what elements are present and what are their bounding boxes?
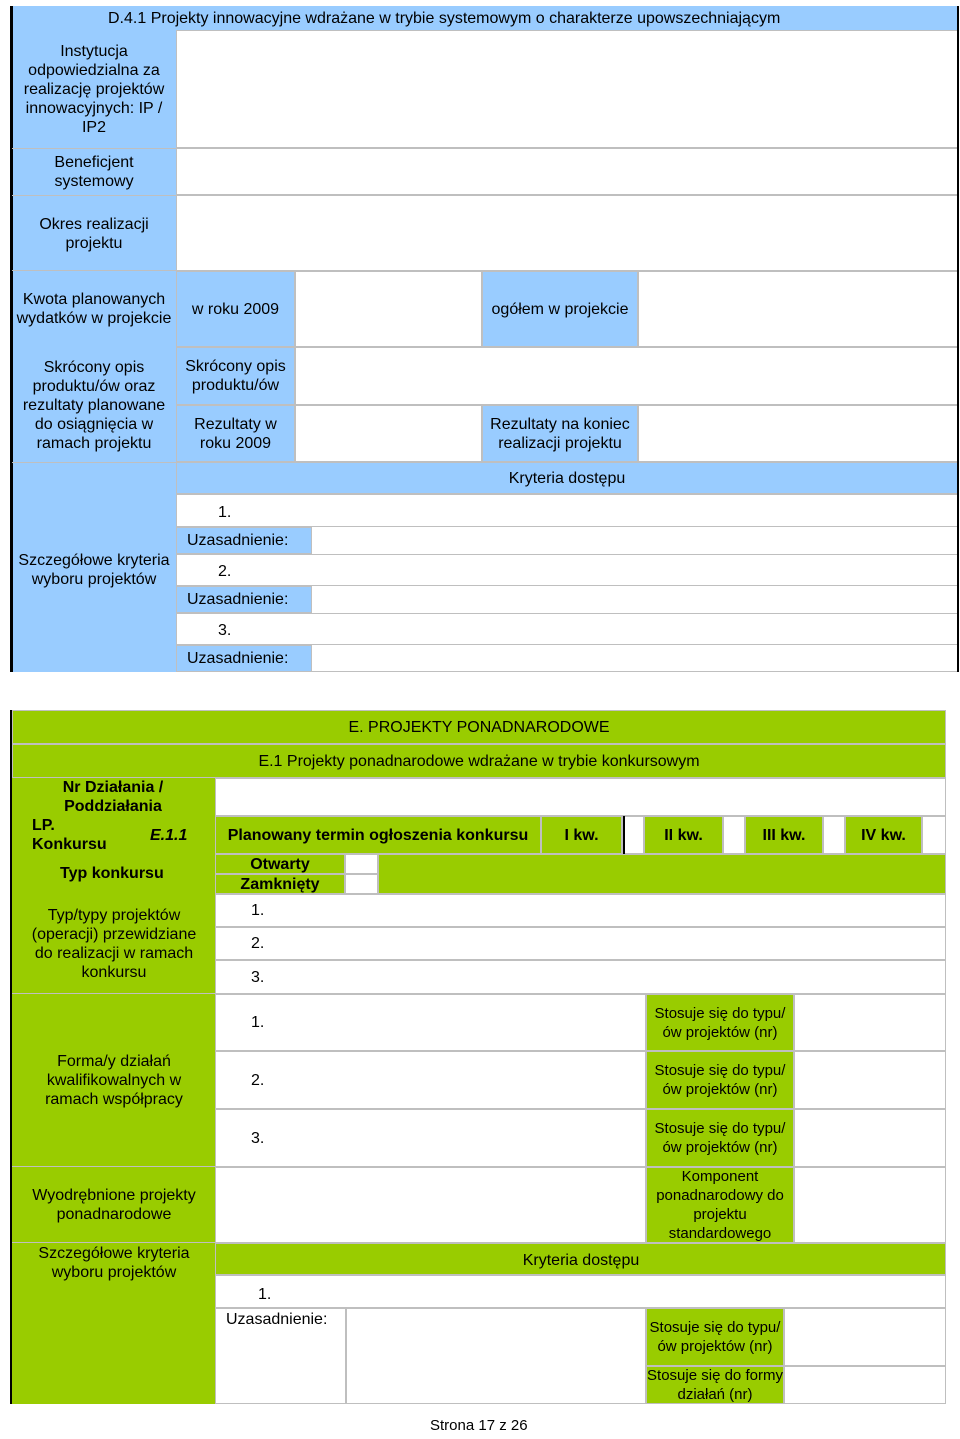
short-desc-value[interactable] <box>295 347 958 405</box>
lp-label: LP. Konkursu <box>32 817 107 853</box>
form-2[interactable]: 2. <box>215 1051 646 1109</box>
criteria-1-num: 1. <box>218 504 232 521</box>
lp-value: E.1.1 <box>150 827 188 844</box>
quarter-2-check[interactable] <box>723 816 745 854</box>
e-detailed-criteria-label: Szczegółowe kryteria wyboru projektów <box>38 1245 190 1281</box>
quarter-1: I kw. <box>541 816 622 854</box>
type-closed-check[interactable] <box>345 874 378 894</box>
form-3-applies-value[interactable] <box>794 1109 946 1167</box>
section-d-title: D.4.1 Projekty innowacyjne wdrażane w trybie systemowym o charakterze upowszechniającym <box>108 10 781 27</box>
amount-total-value[interactable] <box>638 271 958 347</box>
forms-label: Forma/y działań kwalifikowalnych w ramach współpracy <box>45 1052 183 1108</box>
amount-year-value[interactable] <box>295 271 482 347</box>
component-label: Komponent ponadnarodowy do projektu standardowego <box>646 1167 794 1243</box>
criteria-2-num: 2. <box>218 563 232 580</box>
e-applies-forms-value[interactable] <box>784 1366 946 1404</box>
beneficiary-value[interactable] <box>176 148 958 195</box>
form-3[interactable]: 3. <box>215 1109 646 1167</box>
page-number: Strona 17 z 26 <box>430 1417 528 1434</box>
e-criteria-reason: Uzasadnienie: <box>215 1308 346 1404</box>
action-value[interactable] <box>215 778 946 816</box>
form-1[interactable]: 1. <box>215 994 646 1051</box>
criteria-3-num: 3. <box>218 622 232 639</box>
planned-label: Planowany termin ogłoszenia konkursu <box>215 816 541 854</box>
form-3-applies-label: Stosuje się do typu/ów projektów (nr) <box>646 1109 794 1167</box>
type-open: Otwarty <box>215 854 345 874</box>
quarter-1-check[interactable] <box>622 816 644 854</box>
results-end-label: Rezultaty na koniec realizacji projektu <box>482 405 638 462</box>
quarter-4: IV kw. <box>845 816 922 854</box>
project-types-label: Typ/typy projektów (operacji) przewidziane do realizacji w ramach konkursu <box>31 907 197 981</box>
results-year-label: Rezultaty w roku 2009 <box>176 405 295 462</box>
amount-total-label: ogółem w projekcie <box>482 271 638 347</box>
criteria-2-reason: Uzasadnienie: <box>176 586 312 613</box>
e-criteria-access-label: Kryteria dostępu <box>522 1251 640 1269</box>
criteria-1-reason: Uzasadnienie: <box>176 527 312 554</box>
form-2-applies-label: Stosuje się do typu/ów projektów (nr) <box>646 1051 794 1109</box>
project-type-1[interactable]: 1. <box>215 894 946 927</box>
amount-year-label: w roku 2009 <box>176 271 295 347</box>
project-type-3[interactable]: 3. <box>215 960 946 994</box>
section-e-title: E. PROJEKTY PONADNARODOWE <box>12 710 946 744</box>
project-type-2[interactable]: 2. <box>215 927 946 960</box>
institution-value[interactable] <box>176 30 958 148</box>
form-1-applies-value[interactable] <box>794 994 946 1051</box>
institution-label: Instytucja odpowiedzialna za realizację projektów innowacyjnych: IP / IP2 <box>23 42 165 136</box>
quarter-4-check[interactable] <box>922 816 946 854</box>
criteria-access-label: Kryteria dostępu <box>508 469 626 487</box>
summary-label: Skrócony opis produktu/ów oraz rezultaty planowane do osiągnięcia w ramach projektu <box>22 358 166 452</box>
separated-value[interactable] <box>215 1167 646 1243</box>
e-criteria-num: 1. <box>258 1286 272 1303</box>
short-desc-label: Skrócony opis produktu/ów <box>176 347 295 405</box>
results-end-value[interactable] <box>638 405 958 462</box>
component-value[interactable] <box>794 1167 946 1243</box>
beneficiary-label: Beneficjent systemowy <box>54 154 134 190</box>
results-year-value[interactable] <box>295 405 482 462</box>
period-label: Okres realizacji projektu <box>39 216 149 252</box>
period-value[interactable] <box>176 195 958 271</box>
criteria-3-reason: Uzasadnienie: <box>176 645 312 672</box>
action-label: Nr Działania / Poddziałania <box>62 779 164 815</box>
separated-label: Wyodrębnione projekty ponadnarodowe <box>32 1187 196 1223</box>
form-1-applies-label: Stosuje się do typu/ów projektów (nr) <box>646 994 794 1051</box>
form-2-applies-value[interactable] <box>794 1051 946 1109</box>
e-criteria-reason-value[interactable] <box>346 1308 646 1404</box>
section-e-subtitle: E.1 Projekty ponadnarodowe wdrażane w trybie konkursowym <box>12 744 946 778</box>
quarter-3: III kw. <box>745 816 823 854</box>
detailed-criteria-label: Szczegółowe kryteria wyboru projektów <box>18 552 170 588</box>
quarter-3-check[interactable] <box>823 816 845 854</box>
type-open-check[interactable] <box>345 854 378 874</box>
amount-label: Kwota planowanych wydatków w projekcie <box>16 291 172 327</box>
type-label: Typ konkursu <box>60 865 164 882</box>
quarter-2: II kw. <box>644 816 723 854</box>
e-applies-type-value[interactable] <box>784 1308 946 1366</box>
e-applies-type-label: Stosuje się do typu/ów projektów (nr) <box>646 1308 784 1366</box>
type-closed: Zamknięty <box>215 874 345 894</box>
e-applies-forms-label: Stosuje się do formy działań (nr) <box>647 1367 783 1403</box>
